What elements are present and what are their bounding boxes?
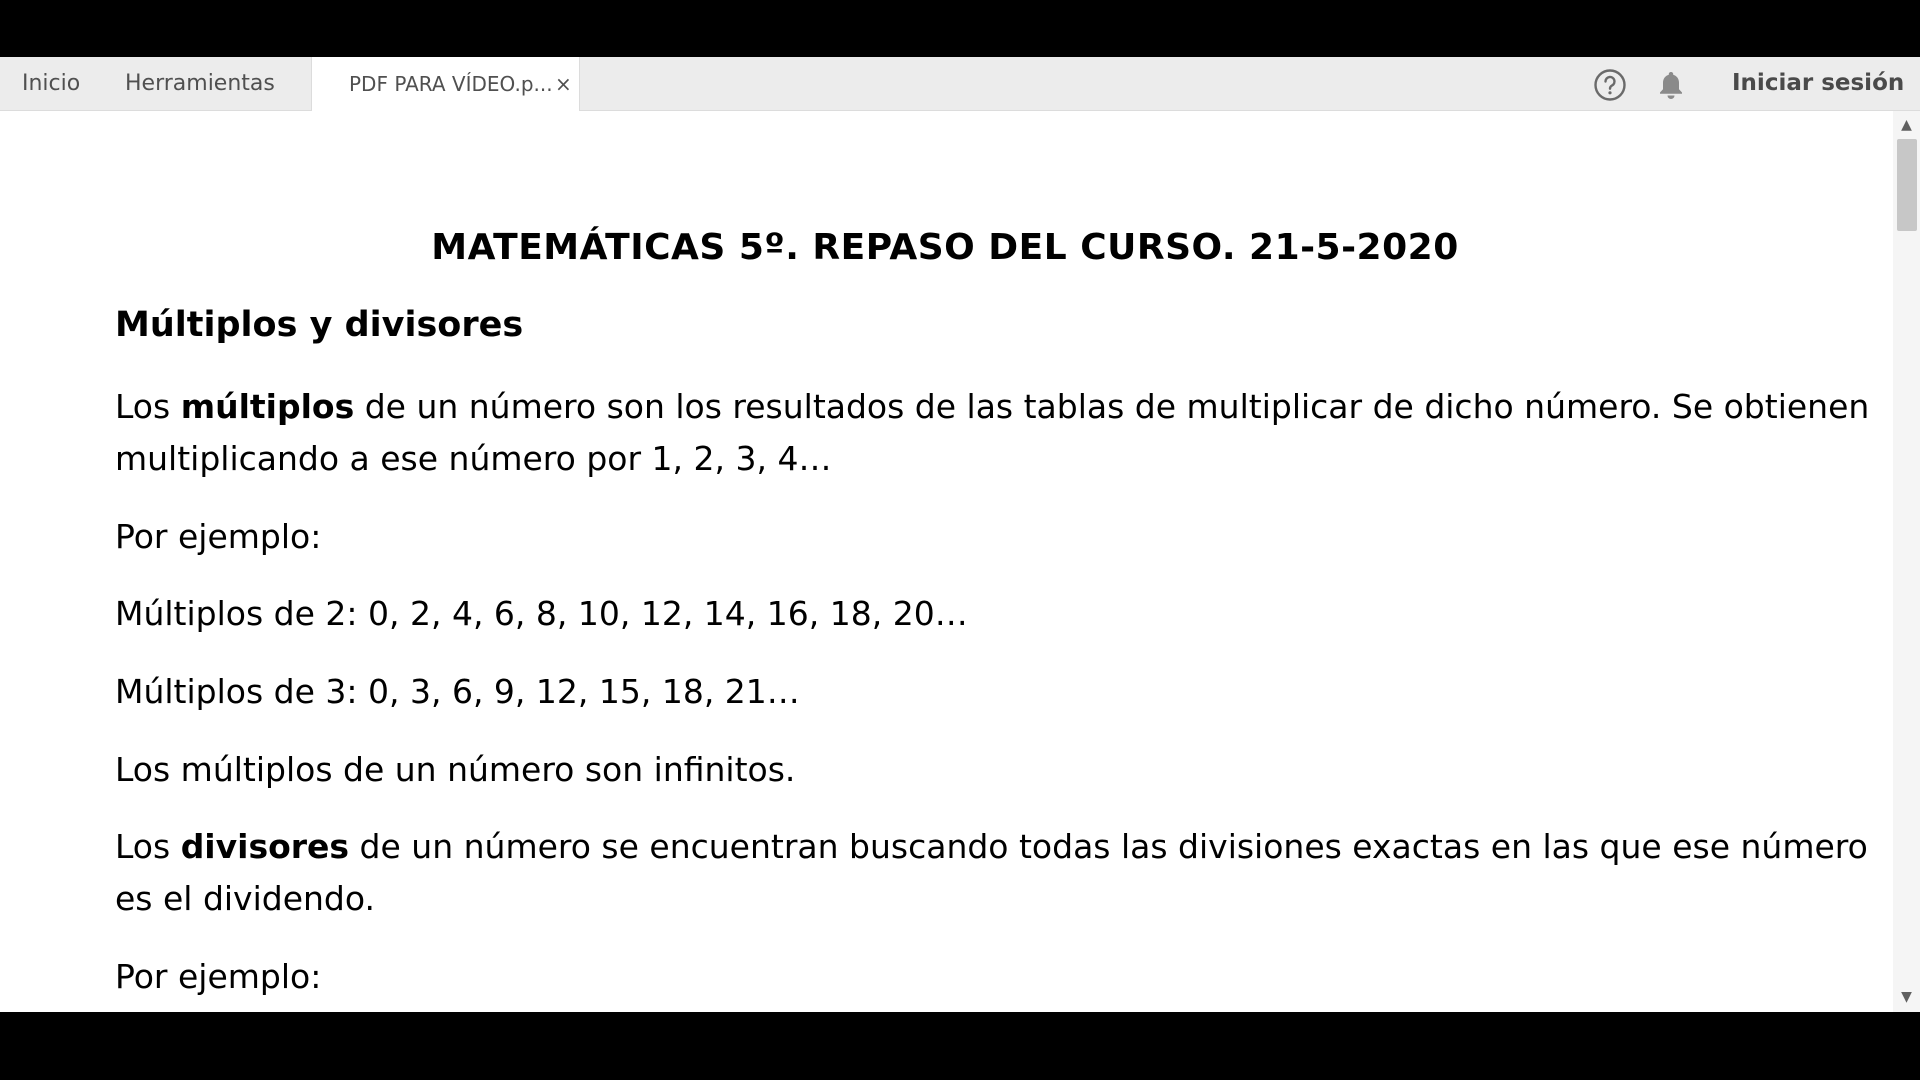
paragraph-example: Por ejemplo:	[115, 517, 322, 556]
text-run: Los	[115, 387, 181, 426]
signin-button[interactable]: Iniciar sesión	[1732, 70, 1905, 96]
scroll-down-icon[interactable]: ▼	[1901, 989, 1912, 1005]
paragraph-multiples-of-2: Múltiplos de 2: 0, 2, 4, 6, 8, 10, 12, 14, 16, 18, 20…	[115, 594, 968, 633]
bold-term: divisores	[180, 827, 350, 866]
paragraph-line	[115, 821, 1868, 873]
document-tab-title: PDF PARA VÍDEO.p...	[349, 72, 553, 96]
help-circle-icon[interactable]	[1593, 68, 1627, 102]
scroll-up-icon[interactable]: ▲	[1901, 117, 1912, 133]
text-run: de un número son los resultados de las tablas de multiplicar de dicho número. Se obtienen	[354, 387, 1870, 426]
text-run: de un número se encuentran buscando todas las divisiones exactas en las que ese número	[349, 827, 1868, 866]
text-run: Los	[115, 827, 181, 866]
section-heading: Múltiplos y divisores	[115, 305, 524, 345]
paragraph-line	[115, 381, 1870, 433]
paragraph-multiples-definition	[115, 381, 1870, 485]
tab-document[interactable]	[311, 57, 580, 111]
bottom-black-bar	[0, 1012, 1920, 1080]
bold-term: múltiplos	[180, 387, 355, 426]
paragraph-divisors-definition	[115, 821, 1868, 925]
scroll-thumb[interactable]	[1897, 139, 1917, 231]
tab-tools[interactable]: Herramientas	[125, 71, 275, 96]
tab-home[interactable]: Inicio	[22, 71, 81, 96]
paragraph-multiples-of-3: Múltiplos de 3: 0, 3, 6, 9, 12, 15, 18, 21…	[115, 672, 800, 711]
close-icon[interactable]: ×	[555, 72, 572, 96]
vertical-scrollbar[interactable]	[1893, 111, 1920, 1012]
pdf-viewer[interactable]	[0, 111, 1920, 1012]
paragraph-line: es el dividendo.	[115, 879, 375, 918]
bell-icon[interactable]	[1656, 69, 1686, 101]
top-black-bar	[0, 0, 1920, 57]
tab-bar	[0, 57, 1920, 111]
paragraph-line: multiplicando a ese número por 1, 2, 3, 4…	[115, 439, 832, 478]
paragraph-example-2: Por ejemplo:	[115, 957, 322, 996]
paragraph-infinite: Los múltiplos de un número son infinitos.	[115, 750, 796, 789]
document-page	[0, 111, 1890, 1012]
document-title: MATEMÁTICAS 5º. REPASO DEL CURSO. 21-5-2020	[431, 227, 1459, 268]
